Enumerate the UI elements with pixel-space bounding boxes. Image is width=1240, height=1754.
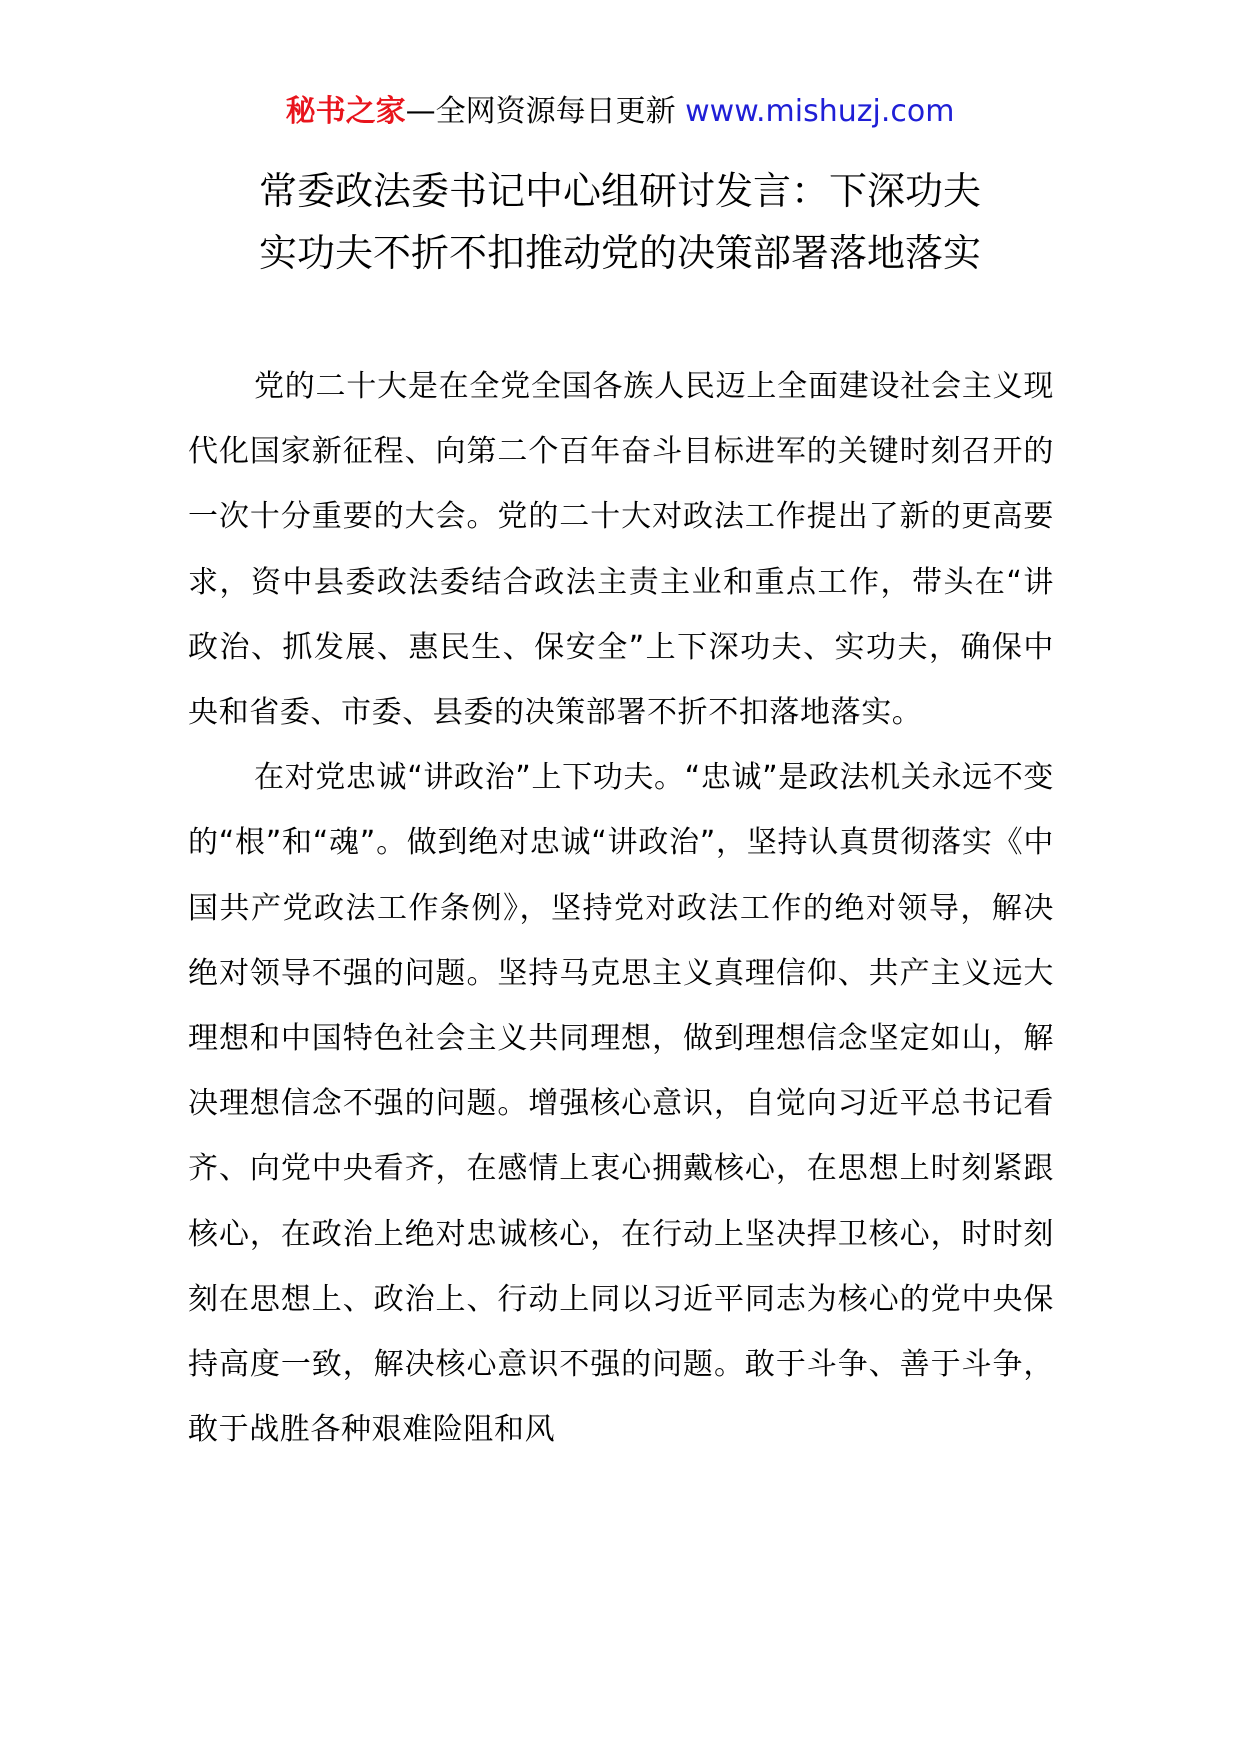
paragraph-loyalty: 在对党忠诚“讲政治”上下功夫。“忠诚”是政法机关永远不变的“根”和“魂”。做到绝对忠诚“讲政治”，坚持认真贯彻落实《中国共产党政法工作条例》，坚持党对政法工作的绝对领导，解决绝对领导不强的问题。坚持马克思主义真理信仰、共产主义远大理想和中国特色社会主义共同理想，做到理想信念坚定如山，解决理想信念不强的问题。增强核心意识，自觉向习近平总书记看齐、向党中央看齐，在感情上衷心拥戴核心，在思想上时刻紧跟核心，在政治上绝对忠诚核心，在行动上坚决捍卫核心，时时刻刻在思想上、政治上、行动上同以习近平同志为核心的党中央保持高度一致，解决核心意识不强的问题。敢于斗争、善于斗争，敢于战胜各种艰难险阻和风 <box>188 760 1054 1448</box>
paragraph-intro: 党的二十大是在全党全国各族人民迈上全面建设社会主义现代化国家新征程、向第二个百年奋斗目标进军的关键时刻召开的一次十分重要的大会。党的二十大对政法工作提出了新的更高要求，资中县委政法委结合政法主责主业和重点工作，带头在“讲政治、抓发展、惠民生、保安全”上下深功夫、实功夫，确保中央和省委、市委、县委的决策部署不折不扣落地落实。 <box>188 369 1054 731</box>
title-line-2: 实功夫不折不扣推动党的决策部署落地落实 <box>258 231 981 275</box>
document-title <box>0 160 1240 284</box>
document-body <box>188 354 1054 1462</box>
site-url[interactable]: www.mishuzj.com <box>685 94 955 129</box>
title-line-1: 常委政法委书记中心组研讨发言：下深功夫 <box>258 169 981 213</box>
site-header <box>0 92 1240 132</box>
header-tagline: —全网资源每日更新 <box>405 94 676 129</box>
brand-name: 秘书之家 <box>285 94 406 129</box>
